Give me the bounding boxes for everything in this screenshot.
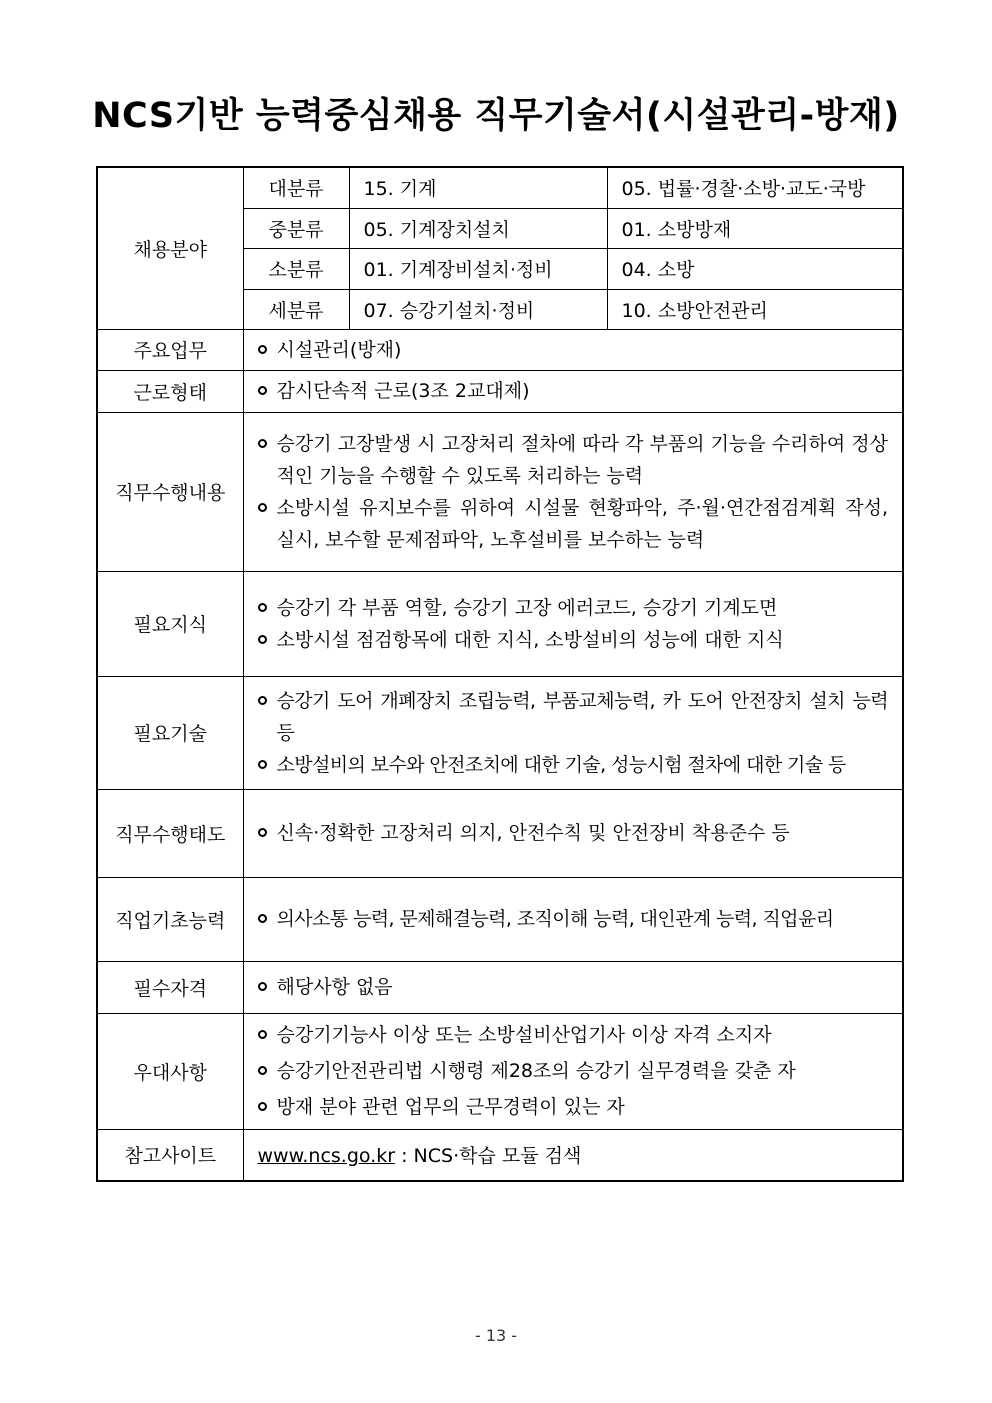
reference-content	[243, 1129, 903, 1181]
class-value: 01. 소방방재	[607, 208, 903, 248]
class-value: 04. 소방	[607, 248, 903, 289]
duty-content-label: 직무수행내용	[97, 412, 243, 571]
class-value: 01. 기계장비설치·정비	[349, 248, 607, 289]
table-row	[97, 329, 903, 370]
certificate-content: 해당사항 없음	[243, 961, 903, 1013]
table-row	[97, 370, 903, 412]
class-level-label: 중분류	[243, 208, 349, 248]
class-value: 05. 기계장치설치	[349, 208, 607, 248]
certificate-label: 필수자격	[97, 961, 243, 1013]
main-duty-content: 시설관리(방재)	[243, 329, 903, 370]
table-row	[97, 789, 903, 877]
table-row	[97, 1129, 903, 1181]
bullet-icon	[258, 603, 267, 612]
class-value: 07. 승강기설치·정비	[349, 289, 607, 329]
bullet-icon	[258, 982, 267, 991]
class-level-label: 대분류	[243, 167, 349, 208]
preference-content: 승강기기능사 이상 또는 소방설비산업기사 이상 자격 소지자 승강기안전관리법 시행령 제28조의 승강기 실무경력을 갖춘 자 방재 분야 관련 업무의 근무경력이 있는 자	[243, 1013, 903, 1129]
attitude-label: 직무수행태도	[97, 789, 243, 877]
table-row	[97, 877, 903, 961]
job-description-table	[96, 166, 904, 1182]
table-row	[97, 167, 903, 208]
reference-text: : NCS·학습 모듈 검색	[395, 1145, 582, 1168]
document-title: NCS기반 능력중심채용 직무기술서(시설관리-방재)	[92, 96, 900, 136]
attitude-content: 신속·정확한 고장처리 의지, 안전수칙 및 안전장비 착용준수 등	[243, 789, 903, 877]
class-level-label: 세분류	[243, 289, 349, 329]
recruit-field-label: 채용분야	[97, 167, 243, 329]
ncs-site-link[interactable]: www.ncs.go.kr	[257, 1145, 396, 1168]
page-number: - 13 -	[474, 1326, 518, 1345]
bullet-icon	[258, 635, 267, 644]
knowledge-label: 필요지식	[97, 571, 243, 676]
bullet-icon	[258, 914, 267, 923]
skill-label: 필요기술	[97, 676, 243, 789]
table-row	[97, 1013, 903, 1129]
table-row	[97, 412, 903, 571]
bullet-icon	[258, 1066, 267, 1075]
skill-content: 승강기 도어 개폐장치 조립능력, 부품교체능력, 카 도어 안전장치 설치 능력 등 소방설비의 보수와 안전조치에 대한 기술, 성능시험 절차에 대한 기술 등	[243, 676, 903, 789]
table-row	[97, 571, 903, 676]
class-value: 05. 법률·경찰·소방·교도·국방	[607, 167, 903, 208]
bullet-icon	[258, 696, 267, 705]
bullet-icon	[258, 760, 267, 769]
bullet-icon	[258, 503, 267, 512]
work-type-label: 근로형태	[97, 370, 243, 412]
basic-ability-label: 직업기초능력	[97, 877, 243, 961]
class-value: 10. 소방안전관리	[607, 289, 903, 329]
bullet-icon	[258, 439, 267, 448]
preference-label: 우대사항	[97, 1013, 243, 1129]
basic-ability-content: 의사소통 능력, 문제해결능력, 조직이해 능력, 대인관계 능력, 직업윤리	[243, 877, 903, 961]
duty-content-content: 승강기 고장발생 시 고장처리 절차에 따라 각 부품의 기능을 수리하여 정상적인 기능을 수행할 수 있도록 처리하는 능력 소방시설 유지보수를 위하여 시설물 현황파악, 주·월·연간점검계획 작성, 실시, 보수할 문제점파악, 노후설비를 보수하는 능력	[243, 412, 903, 571]
table-row	[97, 961, 903, 1013]
table-row	[97, 676, 903, 789]
work-type-content: 감시단속적 근로(3조 2교대제)	[243, 370, 903, 412]
bullet-icon	[258, 345, 267, 354]
class-value: 15. 기계	[349, 167, 607, 208]
main-duty-label: 주요업무	[97, 329, 243, 370]
reference-label: 참고사이트	[97, 1129, 243, 1181]
bullet-icon	[258, 828, 267, 837]
knowledge-content: 승강기 각 부품 역할, 승강기 고장 에러코드, 승강기 기계도면 소방시설 점검항목에 대한 지식, 소방설비의 성능에 대한 지식	[243, 571, 903, 676]
bullet-icon	[258, 386, 267, 395]
class-level-label: 소분류	[243, 248, 349, 289]
bullet-icon	[258, 1102, 267, 1111]
bullet-icon	[258, 1030, 267, 1039]
